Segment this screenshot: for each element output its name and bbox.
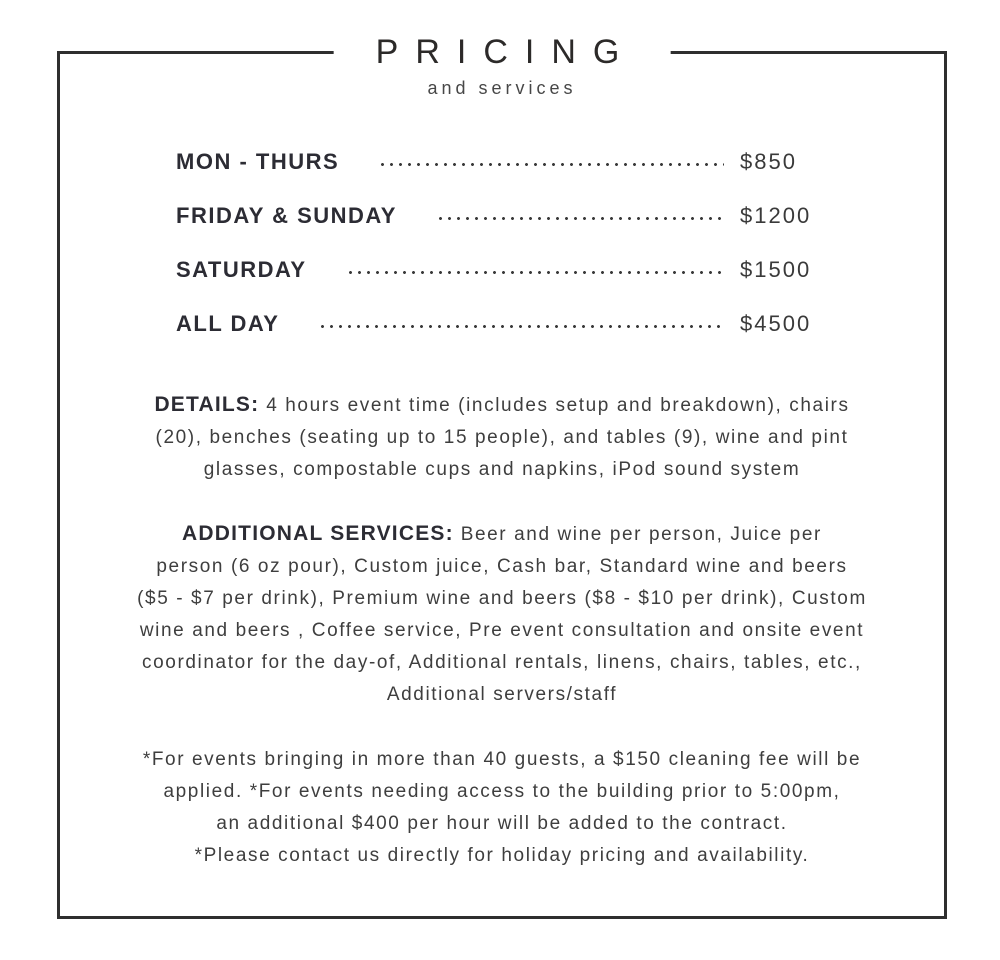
price-label: FRIDAY & SUNDAY <box>176 203 397 228</box>
footnote-line: applied. *For events needing access to the building prior to 5:00pm, <box>163 781 841 802</box>
page-subtitle: and services <box>427 78 577 98</box>
details-line: (20), benches (seating up to 15 people), and tables (9), wine and pint <box>155 427 849 448</box>
services-line: wine and beers , Coffee service, Pre event consultation and onsite event <box>139 620 865 641</box>
price-row-saturday <box>176 243 824 297</box>
services-line: Additional servers/staff <box>386 684 618 705</box>
details-paragraph <box>60 389 944 486</box>
footnote-line: *Please contact us directly for holiday pricing and availability. <box>194 845 810 866</box>
price-label: ALL DAY <box>176 311 280 336</box>
footnote-line: an additional $400 per hour will be added to the contract. <box>216 813 788 834</box>
price-label: MON - THURS <box>176 149 340 174</box>
services-line: person (6 oz pour), Custom juice, Cash bar, Standard wine and beers <box>156 556 848 577</box>
dotted-leader <box>321 325 724 328</box>
price-row-friday-sunday <box>176 189 824 243</box>
details-line <box>96 389 908 422</box>
services-line: coordinator for the day-of, Additional rentals, linens, chairs, tables, etc., <box>142 652 862 673</box>
footnotes <box>60 744 944 872</box>
price-value: $1200 <box>740 203 812 228</box>
services-text: Beer and wine per person, Juice per <box>453 524 822 545</box>
page-title: PRICING <box>334 33 671 71</box>
dotted-leader <box>381 163 724 166</box>
price-list <box>60 135 944 351</box>
price-value: $1500 <box>740 257 812 282</box>
details-heading: DETAILS: <box>154 393 260 416</box>
services-line: ($5 - $7 per drink), Premium wine and beers ($8 - $10 per drink), Custom <box>137 588 867 609</box>
services-line <box>96 518 908 551</box>
price-row-mon-thurs <box>176 135 824 189</box>
services-heading: ADDITIONAL SERVICES: <box>182 522 454 545</box>
dotted-leader <box>349 271 724 274</box>
price-value: $4500 <box>740 311 812 336</box>
price-row-all-day <box>176 297 824 351</box>
additional-services-paragraph <box>60 518 944 711</box>
details-text: 4 hours event time (includes setup and breakdown), chairs <box>259 395 850 416</box>
pricing-card <box>57 33 947 919</box>
dotted-leader <box>439 217 724 220</box>
price-label: SATURDAY <box>176 257 307 282</box>
price-value: $850 <box>740 149 797 174</box>
footnote-line: *For events bringing in more than 40 guests, a $150 cleaning fee will be <box>142 749 862 770</box>
details-line: glasses, compostable cups and napkins, iPod sound system <box>203 459 801 480</box>
